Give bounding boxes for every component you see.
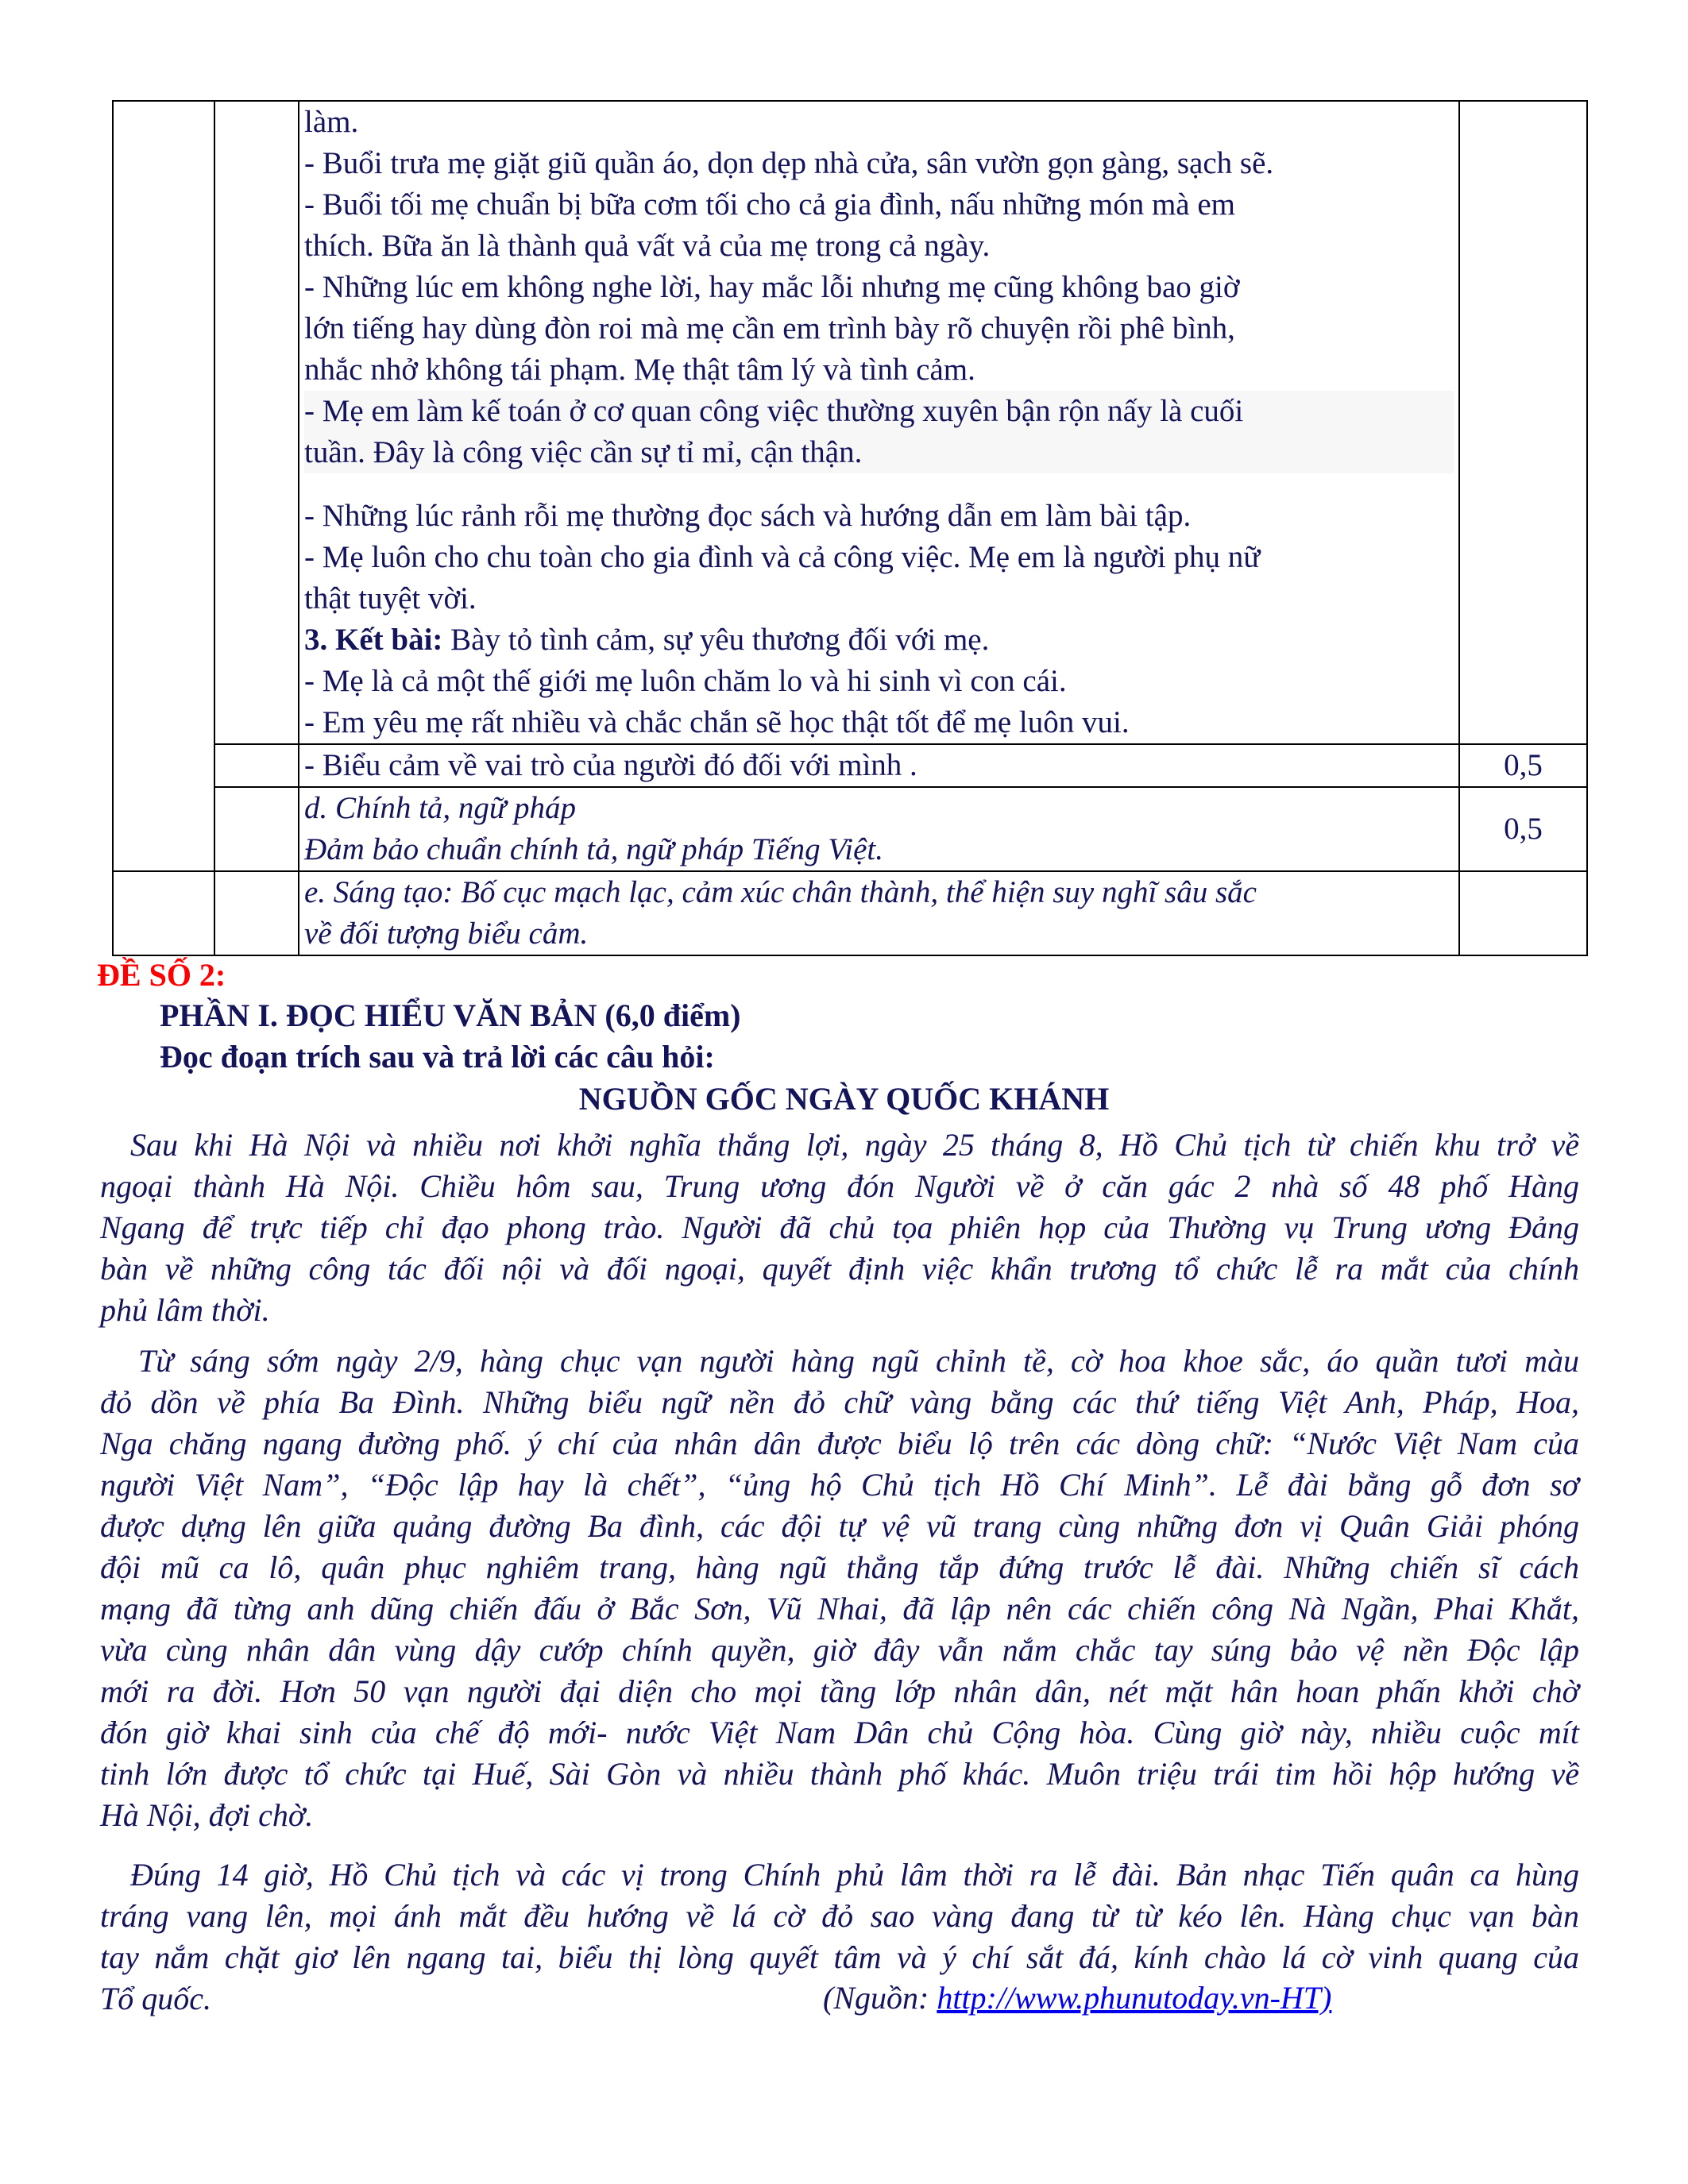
paragraph-line: Tổ quốc. (100, 1981, 211, 2016)
source-link[interactable]: http://www.phunutoday.vn-HT) (937, 1980, 1332, 2016)
content-line: e. Sáng tạo: Bố cục mạch lạc, cảm xúc chân thành, thể hiện suy nghĩ sâu sắc (304, 875, 1257, 909)
ket-bai-text: Bày tỏ tình cảm, sự yêu thương đối với mẹ. (442, 623, 990, 657)
rubric-content-cell (299, 787, 1459, 871)
paragraph-line: đón giờ khai sinh của chế độ mới- nước Việt Nam Dân chủ Cộng hòa. Cùng giờ này, nhiều cuộc mít (100, 1715, 1579, 1750)
table-cell-empty (214, 787, 299, 871)
paragraph-line: mạng đã từng anh dũng chiến đấu ở Bắc Sơn, Vũ Nhai, đã lập nên các chiến công Nà Ngần, Phai Khắt, (100, 1591, 1579, 1626)
content-line: - Mẹ em làm kế toán ở cơ quan công việc thường xuyên bận rộn nấy là cuối (304, 391, 1454, 432)
table-cell-empty (214, 101, 299, 744)
rubric-content-cell (299, 744, 1459, 787)
ket-bai-label: 3. Kết bài: (304, 623, 443, 657)
table-cell-empty (113, 871, 214, 955)
content-line: - Mẹ luôn cho chu toàn cho gia đình và cả công việc. Mẹ em là người phụ nữ (304, 540, 1261, 574)
content-line: - Những lúc rảnh rỗi mẹ thường đọc sách và hướng dẫn em làm bài tập. (304, 499, 1192, 533)
score-cell: 0,5 (1459, 787, 1587, 871)
paragraph-line: tinh lớn được tổ chức tại Huế, Sài Gòn và nhiều thành phố khác. Muôn triệu trái tim hồi hộp hướng về (100, 1756, 1579, 1792)
paragraph-line: phủ lâm thời. (100, 1292, 270, 1328)
content-line: - Mẹ là cả một thế giới mẹ luôn chăm lo và hi sinh vì con cái. (304, 664, 1067, 698)
content-line: lớn tiếng hay dùng đòn roi mà mẹ cần em trình bày rõ chuyện rồi phê bình, (304, 311, 1235, 345)
content-line: tuần. Đây là công việc cần sự tỉ mỉ, cận thận. (304, 432, 1454, 473)
paragraph-line: người Việt Nam”, “Độc lập hay là chết”, “ủng hộ Chủ tịch Hồ Chí Minh”. Lễ đài bằng gỗ đơn sơ (100, 1467, 1579, 1503)
table-row (113, 744, 1587, 787)
content-line: thật tuyệt vời. (304, 581, 477, 615)
source-citation (823, 1978, 1331, 2019)
paragraph-line: tráng vang lên, mọi ánh mắt đều hướng về lá cờ đỏ sao vàng đang từ từ kéo lên. Hàng chục vạn bàn (100, 1898, 1579, 1934)
content-line: Đảm bảo chuẩn chính tả, ngữ pháp Tiếng Việt. (304, 832, 883, 866)
content-line: d. Chính tả, ngữ pháp (304, 791, 576, 825)
score-cell-empty (1459, 101, 1587, 744)
table-row (113, 787, 1587, 871)
score-cell: 0,5 (1459, 744, 1587, 787)
rubric-content-cell (299, 101, 1459, 744)
paragraph-line: vừa cùng nhân dân vùng dậy cướp chính quyền, giờ đây vẫn nắm chắc tay súng bảo vệ nền Độc lập (100, 1632, 1579, 1668)
content-line: thích. Bữa ăn là thành quả vất vả của mẹ trong cả ngày. (304, 229, 991, 263)
ket-bai-line (304, 619, 1454, 661)
rubric-content-cell (299, 871, 1459, 955)
paragraph-line: được dựng lên giữa quảng đường Ba đình, các đội tự vệ vũ trang cùng những đơn vị Quân Giải phóng (100, 1508, 1579, 1544)
table-cell-empty (214, 744, 299, 787)
content-line: về đối tượng biểu cảm. (304, 916, 589, 951)
paragraph-line: Ngang để trực tiếp chỉ đạo phong trào. Người đã chủ tọa phiên họp của Thường vụ Trung ương Đảng (100, 1210, 1579, 1245)
scoring-table (112, 100, 1588, 956)
paragraph-line: Nga chăng ngang đường phố. ý chí của nhân dân được biểu lộ trên các dòng chữ: “Nước Việt Nam của (100, 1426, 1579, 1461)
score-cell-empty (1459, 871, 1587, 955)
content-line: - Biểu cảm về vai trò của người đó đối với mình . (304, 748, 917, 782)
paragraph-line: Đúng 14 giờ, Hồ Chủ tịch và các vị trong Chính phủ lâm thời ra lễ đài. Bản nhạc Tiến quân ca hùng (130, 1857, 1579, 1893)
table-cell-empty (214, 871, 299, 955)
paragraph-line: đội mũ ca lô, quân phục nghiêm trang, hàng ngũ thẳng tắp đứng trước lễ đài. Những chiến sĩ cách (100, 1549, 1579, 1585)
content-line: - Buổi trưa mẹ giặt giũ quần áo, dọn dẹp nhà cửa, sân vườn gọn gàng, sạch sẽ. (304, 146, 1274, 180)
paragraph-line: ngoại thành Hà Nội. Chiều hôm sau, Trung ương đón Người về ở căn gác 2 nhà số 48 phố Hàng (100, 1168, 1579, 1204)
paragraph-line: tay nắm chặt giơ lên ngang tai, biểu thị lòng quyết tâm và ý chí sắt đá, kính chào lá cờ vinh quang của (100, 1939, 1579, 1975)
paragraph-line: bàn về những công tác đối nội và đối ngoại, quyết định việc khẩn trương tổ chức lễ ra mắt của chính (100, 1251, 1579, 1287)
content-line: nhắc nhở không tái phạm. Mẹ thật tâm lý và tình cảm. (304, 353, 975, 387)
content-line: làm. (304, 105, 359, 139)
paragraph-line: Từ sáng sớm ngày 2/9, hàng chục vạn người hàng ngũ chỉnh tề, cờ hoa khoe sắc, áo quần tươi màu (138, 1343, 1579, 1379)
table-row (113, 101, 1587, 744)
paragraph-2 (100, 1341, 1579, 1836)
reading-title: NGUỒN GỐC NGÀY QUỐC KHÁNH (578, 1081, 1110, 1117)
paragraph-line: đỏ dồn về phía Ba Đình. Những biểu ngữ nền đỏ chữ vàng bằng các thứ tiếng Việt Anh, Pháp, Hoa, (100, 1384, 1579, 1420)
instruction: Đọc đoạn trích sau và trả lời các câu hỏi: (160, 1039, 715, 1075)
paragraph-line: Hà Nội, đợi chờ. (100, 1797, 314, 1833)
table-cell-empty (113, 101, 214, 871)
source-prefix: (Nguồn: (823, 1980, 937, 2016)
part-title: PHẦN I. ĐỌC HIỂU VĂN BẢN (6,0 điểm) (160, 997, 741, 1033)
content-line: - Buổi tối mẹ chuẩn bị bữa cơm tối cho cả gia đình, nấu những món mà em (304, 187, 1235, 222)
content-line: - Em yêu mẹ rất nhiều và chắc chắn sẽ học thật tốt để mẹ luôn vui. (304, 705, 1130, 739)
paragraph-line: mới ra đời. Hơn 50 vạn người đại diện cho mọi tầng lớp nhân dân, nét mặt hân hoan phấn khởi chờ (100, 1673, 1579, 1709)
paragraph-1 (100, 1125, 1579, 1331)
table-row (113, 871, 1587, 955)
paragraph-line: Sau khi Hà Nội và nhiều nơi khởi nghĩa thắng lợi, ngày 25 tháng 8, Hồ Chủ tịch từ chiến khu trở về (130, 1127, 1579, 1163)
content-line: - Những lúc em không nghe lời, hay mắc lỗi nhưng mẹ cũng không bao giờ (304, 270, 1240, 304)
exam-number-heading: ĐỀ SỐ 2: (97, 957, 226, 993)
